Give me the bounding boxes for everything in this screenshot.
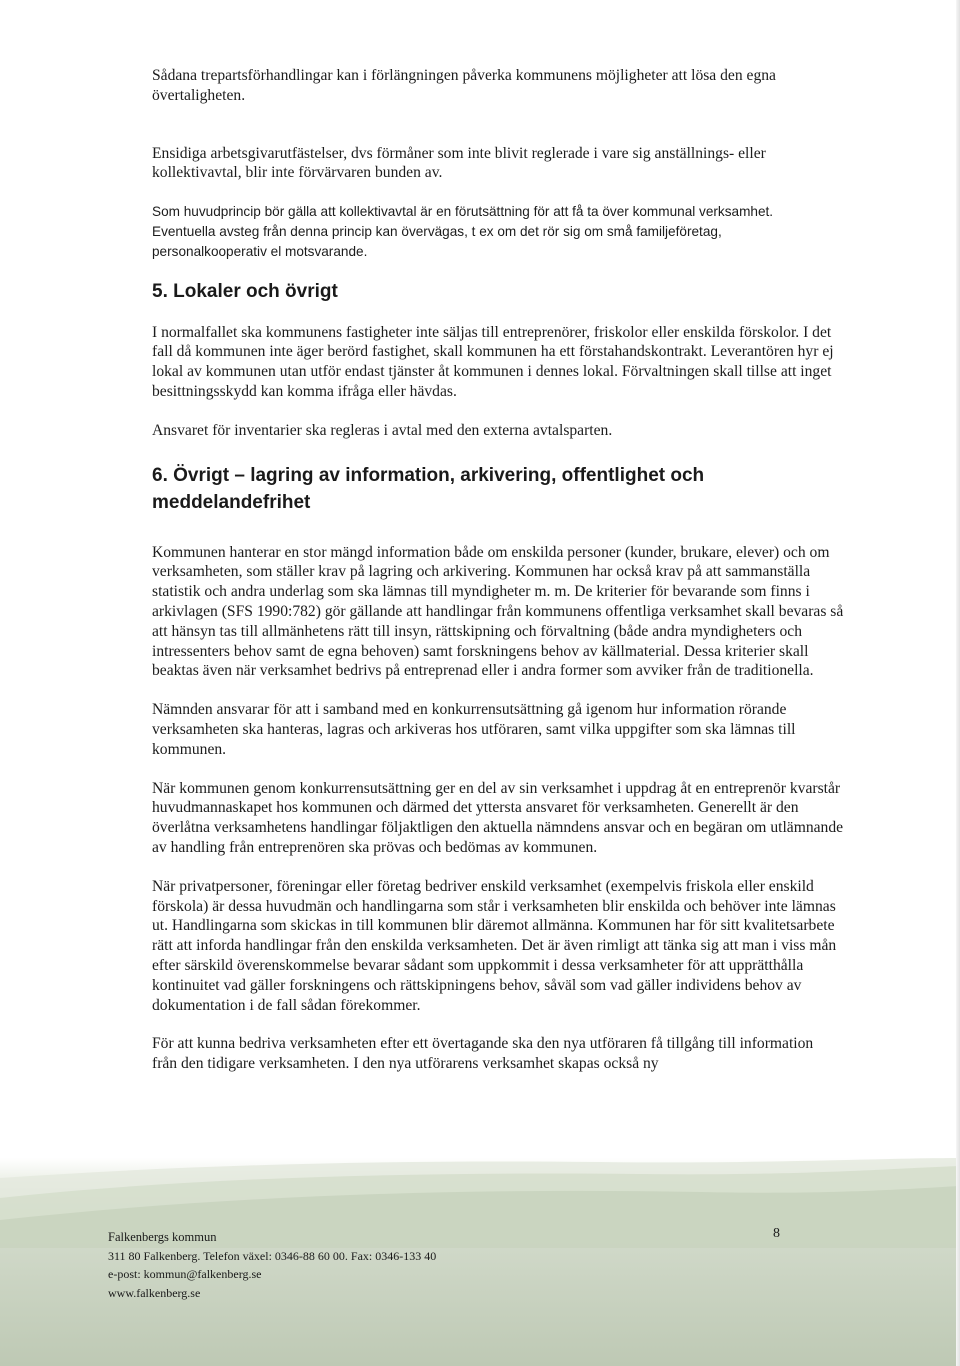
paragraph: Ensidiga arbetsgivarutfästelser, dvs förmåner som inte blivit reglerade i vare sig anställnings- eller kollektivavtal, blir inte förvärvaren bunden av.	[152, 144, 766, 182]
paragraph: Kommunen hanterar en stor mängd information både om enskilda personer (kunder, brukare, elever) och om verksamheten, som ställer krav på lagring och arkivering. Kommunen har också krav på att sammanställa statistik och andra underlag som ska lämnas till myndigheter m. m. De kriterier för bevarande som finns i arkivlagen (SFS 1990:782) gör gällande att handlingar från kommunens offentliga verksamhet skall bevaras så att hänsyn tas till allmänhetens rätt till insyn, rättskipning och förvaltning (både andra myndigheters och intressenters behov samt de egna behoven) samt forskningens behov av källmaterial. Dessa kriterier skall beaktas även när verksamhet bedrivs på entreprenad eller i andra former som avviker från de traditionella.	[152, 543, 844, 680]
footer-organization: Falkenbergs kommun	[108, 1230, 217, 1244]
paragraph: När privatpersoner, föreningar eller företag bedriver enskild verksamhet (exempelvis friskola eller enskild förskola) är dessa huvudmän och handlingarna som står i verksamheten blir enskilda och behöver inte lämnas ut. Handlingarna som skickas in till kommunen blir däremot allmänna. Kommunen har för sitt kvalitetsarbete rätt att inforda handlingar från den enskilda verksamheten. Det är även rimligt att tänka sig att man i viss mån efter särskild överenskommelse bevarar sådant som uppkommit i dessa verksamheter för att upprätthålla kontinuitet vad gäller forskningens och rättskipningens behov, såväl som vad gäller individens behov av dokumentation i de fall sådan förekommer.	[152, 877, 837, 1014]
footer-website[interactable]: www.falkenberg.se	[108, 1285, 201, 1300]
paragraph: Sådana trepartsförhandlingar kan i förlängningen påverka kommunens möjligheter att lösa den egna övertaligheten.	[152, 67, 776, 104]
paragraph: För att kunna bedriva verksamheten efter ett övertagande ska den nya utföraren få tillgång till information från den tidigare verksamheten. I den nya utförarens verksamhet skapas också ny	[152, 1035, 814, 1073]
paragraph: Som huvudprincip bör gälla att kollektivavtal är en förutsättning för att få ta över kommunal verksamhet. Eventuella avsteg från denna princip kan övervägas, t ex om det rör sig om små familjeföretag, personalkooperativ el motsvarande.	[152, 204, 774, 259]
heading-line: meddelandefrihet	[152, 491, 311, 513]
paragraph: Nämnden ansvarar för att i samband med en konkurrensutsättning gå igenom hur information rörande verksamheten ska hanteras, lagras och arkiveras hos utföraren, samt vilka uppgifter som ska lämnas till kommunen.	[152, 701, 796, 758]
footer-contact-info	[108, 1228, 436, 1302]
page-footer	[0, 1158, 960, 1366]
paragraph: Ansvaret för inventarier ska regleras i avtal med den externa avtalsparten.	[152, 421, 613, 439]
heading-line: 6. Övrigt – lagring av information, arkivering, offentlighet och	[152, 464, 705, 486]
page-number: 8	[773, 1226, 780, 1241]
section-heading-5: 5. Lokaler och övrigt	[152, 280, 338, 302]
paragraph: När kommunen genom konkurrensutsättning ger en del av sin verksamhet i uppdrag åt en entreprenör kvarstår huvudmannaskapet hos kommunen och därmed det yttersta ansvaret för verksamheten. Generellt är den överlåtna verksamhetens handlingar följaktligen den aktuella nämndens ansvar och en begäran om utlämnande av handling från entreprenören ska prövas och bedömas av kommunen.	[152, 779, 844, 856]
paragraph: I normalfallet ska kommunens fastigheter inte säljas till entreprenörer, friskolor eller enskilda förskolor. I det fall då kommunen inte äger berörd fastighet, skall kommunen ha ett förstahandskontrakt. Leverantören hyr ej lokal av kommunen utan utför endast tjänster åt kommunen i dennes lokal. Förvaltningen skall tillse att inget besittningsskydd kan komma ifråga eller hävdas.	[152, 323, 834, 400]
footer-address: 311 80 Falkenberg. Telefon växel: 0346-88 60 00. Fax: 0346-133 40	[108, 1248, 437, 1263]
section-heading-6	[152, 462, 852, 516]
scan-edge	[956, 0, 960, 1366]
page-body	[152, 66, 852, 1074]
footer-email[interactable]: e-post: kommun@falkenberg.se	[108, 1267, 262, 1281]
